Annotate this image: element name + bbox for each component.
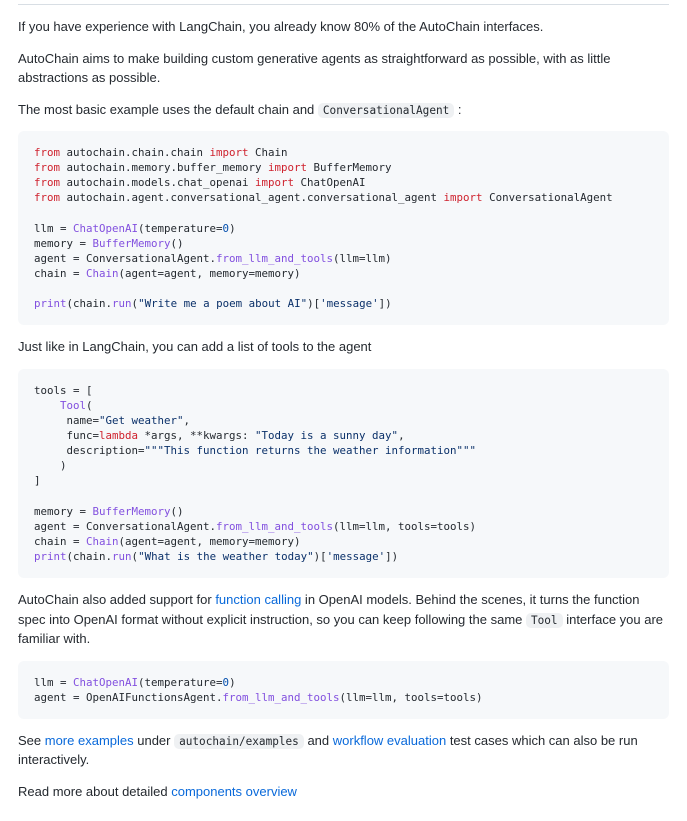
code-token: import xyxy=(443,191,483,205)
code-line xyxy=(34,175,653,190)
code-token: *args, **kwargs: xyxy=(138,429,256,443)
code-content xyxy=(34,383,653,564)
code-token: (temperature= xyxy=(138,675,223,689)
code-line xyxy=(34,473,653,488)
code-token: ) xyxy=(34,459,67,473)
code-line xyxy=(34,145,653,160)
code-token: () xyxy=(170,504,184,518)
paragraph-text: The most basic example uses the default chain and xyxy=(18,101,318,117)
readme-content xyxy=(0,4,687,821)
code-token: from_llm_and_tools xyxy=(216,251,334,265)
code-token: BufferMemory xyxy=(307,161,392,175)
code-token: (llm=llm) xyxy=(333,251,392,265)
code-token: 0 xyxy=(222,675,230,689)
code-token: ]) xyxy=(385,549,399,563)
code-content xyxy=(34,675,653,705)
paragraph-text: AutoChain also added support for xyxy=(18,592,216,608)
code-token: print xyxy=(34,297,67,311)
code-token: (chain. xyxy=(66,297,113,311)
paragraph-text: Read more about detailed xyxy=(18,783,172,799)
code-line xyxy=(34,383,653,398)
code-token: run xyxy=(112,549,132,563)
inline-code: Tool xyxy=(526,613,563,628)
paragraph-text: test cases which can also be run interactively. xyxy=(18,732,638,768)
code-line xyxy=(34,281,653,296)
paragraph-text: AutoChain aims to make building custom generative agents as straightforward as possible, with as little abstractions as possible. xyxy=(18,50,611,85)
paragraph-text: See xyxy=(18,732,45,748)
code-token: BufferMemory xyxy=(92,236,171,250)
paragraph-function-calling xyxy=(18,590,669,649)
code-token: memory = xyxy=(34,504,93,518)
code-token: run xyxy=(112,297,132,311)
code-token: from_llm_and_tools xyxy=(216,519,334,533)
paragraph-text: interface you are familiar with. xyxy=(18,611,664,647)
code-token: tools = [ xyxy=(34,383,93,397)
paragraph-see-examples xyxy=(18,731,669,770)
code-token: llm = xyxy=(34,221,74,235)
workflow-evaluation-link[interactable]: workflow evaluation xyxy=(332,732,447,748)
paragraph-text: under xyxy=(133,732,175,748)
code-line xyxy=(34,519,653,534)
code-line xyxy=(34,443,653,458)
code-line xyxy=(34,489,653,504)
code-token: description= xyxy=(34,444,145,458)
function-calling-link[interactable]: function calling xyxy=(215,592,302,608)
inline-code: ConversationalAgent xyxy=(318,103,454,118)
code-block-openai-functions xyxy=(18,661,669,719)
code-line xyxy=(34,190,653,205)
code-line xyxy=(34,296,653,311)
code-token: ConversationalAgent xyxy=(482,191,613,205)
code-token: (agent=agent, memory=memory) xyxy=(118,534,301,548)
code-token: (agent=agent, memory=memory) xyxy=(118,266,301,280)
code-token: from xyxy=(34,191,61,205)
code-token: import xyxy=(268,161,308,175)
code-token: (llm=llm, tools=tools) xyxy=(333,519,477,533)
code-token: from xyxy=(34,161,61,175)
code-token: """This function returns the weather information""" xyxy=(144,444,477,458)
code-token: ( xyxy=(86,398,93,412)
code-line xyxy=(34,221,653,236)
code-token: chain = xyxy=(34,266,87,280)
code-token: llm = xyxy=(34,675,74,689)
code-token: 'message' xyxy=(326,549,386,563)
code-token: "Write me a poem about AI" xyxy=(138,297,308,311)
code-token: autochain.models.chat_openai xyxy=(60,176,256,190)
code-token: print xyxy=(34,549,67,563)
code-token: BufferMemory xyxy=(92,504,171,518)
code-line xyxy=(34,549,653,564)
code-token: "Today is a sunny day" xyxy=(255,429,399,443)
code-token: agent = ConversationalAgent. xyxy=(34,519,217,533)
code-token: chain = xyxy=(34,534,87,548)
paragraph-aims xyxy=(18,49,669,88)
code-token: agent = OpenAIFunctionsAgent. xyxy=(34,690,223,704)
code-line xyxy=(34,690,653,705)
code-token: ( xyxy=(131,297,139,311)
code-line xyxy=(34,675,653,690)
code-line xyxy=(34,266,653,281)
code-token: (chain. xyxy=(66,549,113,563)
code-token: 0 xyxy=(222,221,230,235)
code-block-tools-example xyxy=(18,369,669,578)
code-token: ChatOpenAI xyxy=(294,176,366,190)
code-token: Chain xyxy=(86,534,119,548)
code-token: 'message' xyxy=(320,297,379,311)
paragraph-tools-intro xyxy=(18,337,669,357)
paragraph-text: : xyxy=(454,101,462,117)
paragraph-read-more xyxy=(18,782,669,802)
code-token: import xyxy=(255,176,295,190)
code-token: import xyxy=(209,146,249,160)
code-token: ( xyxy=(131,549,139,563)
code-line xyxy=(34,160,653,175)
code-token: ] xyxy=(34,474,41,488)
code-line xyxy=(34,504,653,519)
code-token: name= xyxy=(34,413,100,427)
code-line xyxy=(34,236,653,251)
code-token: () xyxy=(170,236,184,250)
paragraph-basic-example xyxy=(18,100,669,120)
code-line xyxy=(34,398,653,413)
paragraph-text: If you have experience with LangChain, you already know 80% of the AutoChain interfaces. xyxy=(18,19,544,34)
paragraph-text: in OpenAI models. Behind the scenes, it turns the function spec into OpenAI format without explicit instruction, so you can keep following the same xyxy=(18,592,640,627)
code-token: Chain xyxy=(248,146,288,160)
code-token: Tool xyxy=(60,398,87,412)
paragraph-text: Just like in LangChain, you can add a list of tools to the agent xyxy=(18,339,372,355)
paragraph-intro xyxy=(18,17,669,37)
code-token: from_llm_and_tools xyxy=(222,690,340,704)
code-token: from xyxy=(34,176,61,190)
code-token: agent = ConversationalAgent. xyxy=(34,251,217,265)
code-line xyxy=(34,413,653,428)
code-token: autochain.agent.conversational_agent.conversational_agent xyxy=(60,191,444,205)
code-token: , xyxy=(183,413,191,427)
more-examples-link[interactable]: more examples xyxy=(44,732,134,748)
code-line xyxy=(34,251,653,266)
section-divider xyxy=(18,4,669,5)
code-token: from xyxy=(34,146,61,160)
code-token: Chain xyxy=(86,266,119,280)
code-token: ChatOpenAI xyxy=(73,675,139,689)
code-token: autochain.memory.buffer_memory xyxy=(60,161,269,175)
code-line xyxy=(34,206,653,221)
code-token: )[ xyxy=(313,549,327,563)
code-token: "Get weather" xyxy=(99,413,184,427)
code-token: ChatOpenAI xyxy=(73,221,139,235)
code-block-basic-example xyxy=(18,131,669,325)
code-token: )[ xyxy=(307,297,321,311)
code-line xyxy=(34,534,653,549)
paragraph-text: and xyxy=(303,732,333,748)
code-token: autochain.chain.chain xyxy=(60,146,210,160)
code-token xyxy=(34,399,60,412)
code-token: lambda xyxy=(99,429,139,443)
code-line xyxy=(34,458,653,473)
code-token: ]) xyxy=(378,297,392,311)
code-token: ) xyxy=(229,221,236,235)
code-content xyxy=(34,145,653,311)
code-token: (llm=llm, tools=tools) xyxy=(339,690,483,704)
code-token: memory = xyxy=(34,236,93,250)
code-token: ) xyxy=(229,675,236,689)
code-token: , xyxy=(398,429,405,443)
code-token: func= xyxy=(34,429,100,443)
code-token: (temperature= xyxy=(138,221,223,235)
code-token: "What is the weather today" xyxy=(138,549,314,563)
code-line xyxy=(34,428,653,443)
inline-code: autochain/examples xyxy=(174,734,304,749)
components-overview-link[interactable]: components overview xyxy=(171,783,297,799)
